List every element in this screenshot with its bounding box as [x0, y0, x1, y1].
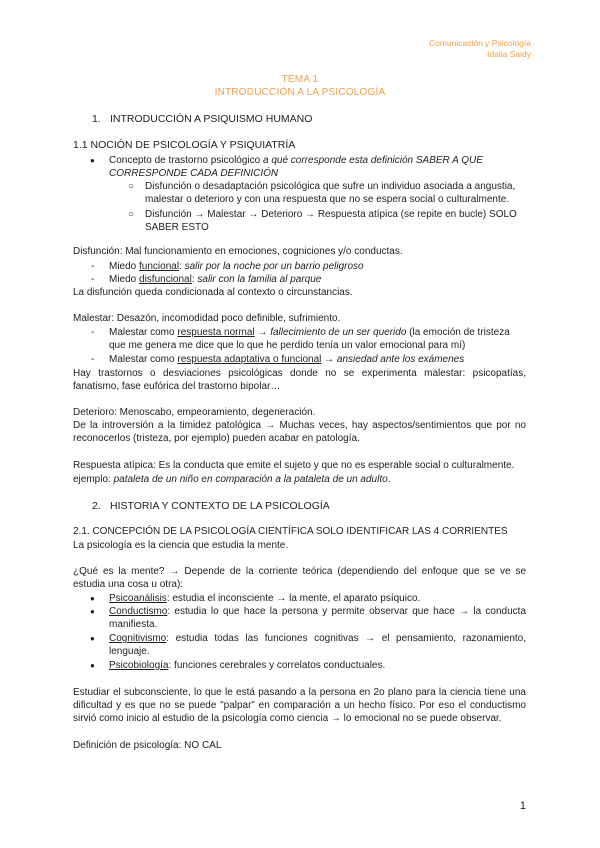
- subconsciente-paragraph: Estudiar el subconsciente, lo que le está pasando a la persona en 2o plano para la ciencia tiene una: [73, 687, 526, 698]
- sub-bullet-definicion-line2: malestar o deterioro y con una respuesta que no se espera social o culturalmente.: [145, 194, 510, 205]
- section-1-heading: INTRODUCCIÓN A PSIQUISMO HUMANO: [110, 113, 313, 125]
- definicion-psicologia: Definición de psicología: NO CAL: [73, 740, 222, 751]
- psicologia-definition: La psicología es la ciencia que estudia la mente.: [73, 540, 289, 551]
- malestar-normal-line2: que me genera me dice que lo que he perdido tenía un valor emocional para mí): [109, 340, 466, 351]
- malestar-adaptativa: Malestar como respuesta adaptativa o funcional → ansiedad ante los exámenes: [109, 354, 465, 365]
- bullet-trastorno-line2: CORRESPONDE CADA DEFINICIÓN: [109, 168, 279, 179]
- dash-bullet: -: [91, 327, 95, 338]
- sub-bullet-ciclo-line2: SABER ESTO: [145, 222, 209, 233]
- corriente-conductismo-line2: manifiesta.: [109, 619, 158, 630]
- deterioro-example-line2: reconocerlos (tristeza, por ejemplo) pueden acabar en patología.: [73, 433, 360, 444]
- malestar-note: Hay trastornos o desviaciones psicológicas donde no se experimenta malestar: psicopatías,: [73, 368, 526, 379]
- respuesta-definition: Respuesta atípica: Es la conducta que emite el sujeto y que no es esperable social o culturalmente.: [73, 460, 515, 471]
- bullet-icon: ●: [90, 156, 95, 165]
- bullet-icon: ●: [90, 607, 95, 616]
- bullet-icon: ●: [90, 661, 95, 670]
- page-number: 1: [519, 800, 526, 812]
- dash-bullet: -: [91, 261, 95, 272]
- section-2-heading: HISTORIA Y CONTEXTO DE LA PSICOLOGÍA: [110, 500, 330, 512]
- corriente-psicobiologia: Psicobiología: funciones cerebrales y correlatos conductuales.: [109, 660, 386, 671]
- corriente-conductismo: Conductismo: estudia lo que hace la persona y permite observar que hace → la conducta: [109, 606, 526, 617]
- bullet-icon: ●: [90, 634, 95, 643]
- disfuncion-definition: Disfunción: Mal funcionamiento en emociones, cogniciones y/o conductas.: [73, 246, 403, 257]
- sub-bullet-ciclo: Disfunción → Malestar → Deterioro → Respuesta atípica (se repite en bucle) SOLO: [145, 209, 517, 220]
- sub-bullet-definicion: Disfunción o desadaptación psicológica que sufre un individuo asociada a angustia,: [145, 181, 516, 192]
- deterioro-definition: Deterioro: Menoscabo, empeoramiento, degeneración.: [73, 407, 316, 418]
- topic-title: INTRODUCCIÓN A LA PSICOLOGÍA: [214, 87, 386, 98]
- bullet-icon: ●: [90, 594, 95, 603]
- subsection-2-1-heading: 2.1. CONCEPCIÓN DE LA PSICOLOGÍA CIENTÍFICA SOLO IDENTIFICAR LAS 4 CORRIENTES: [73, 526, 508, 537]
- disfuncion-example-disfuncional: Miedo disfuncional: salir con la familia al parque: [109, 274, 322, 285]
- corriente-cognitivismo-line2: lenguaje.: [109, 646, 150, 657]
- mente-question: ¿Qué es la mente? → Depende de la corriente teórica (dependiendo del enfoque que se ve se: [73, 566, 526, 577]
- header-author: Idalia Saidy: [487, 49, 531, 59]
- deterioro-example: De la introversión a la timidez patológica → Muchas veces, hay aspectos/sentimientos que por no: [73, 420, 526, 431]
- section-1-number: 1.: [92, 113, 101, 125]
- topic-number: TEMA 1: [281, 74, 319, 85]
- subconsciente-paragraph-line3: sirvió como inicio al estudio de la psicología como ciencia → lo emocional no se puede observar.: [73, 713, 502, 724]
- corriente-psicoanalisis: Psicoanálisis: estudia el inconsciente → la mente, el aparato psíquico.: [109, 593, 421, 604]
- malestar-note-line2: fanatismo, fase eufórica del trastorno bipolar…: [73, 381, 281, 392]
- subconsciente-paragraph-line2: dificultad y es que no se puede "palpar" en comparación a un hecho físico. Por eso el conductismo: [73, 700, 526, 711]
- circle-bullet-icon: ○: [128, 209, 135, 220]
- mente-question-line2: estudia una cosa u otra):: [73, 579, 184, 590]
- disfuncion-example-funcional: Miedo funcional: salir por la noche por un barrio peligroso: [109, 261, 364, 272]
- corriente-cognitivismo: Cognitivismo: estudia todas las funciones cognitivas → el pensamiento, razonamiento,: [109, 633, 526, 644]
- respuesta-example: ejemplo: pataleta de un niño en comparación a la pataleta de un adulto.: [73, 474, 391, 485]
- section-2-number: 2.: [92, 500, 101, 512]
- circle-bullet-icon: ○: [128, 181, 135, 192]
- header-course: Comunicación y Psicología: [428, 38, 531, 48]
- malestar-normal: Malestar como respuesta normal → fallecimiento de un ser querido (la emoción de tristeza: [109, 327, 510, 338]
- malestar-definition: Malestar: Desazón, incomodidad poco definible, sufrimiento.: [73, 313, 341, 324]
- disfuncion-conclusion: La disfunción queda condicionada al contexto o circunstancias.: [73, 287, 353, 298]
- dash-bullet: -: [91, 354, 95, 365]
- bullet-trastorno: Concepto de trastorno psicológico a qué corresponde esta definición SABER A QUE: [109, 155, 483, 166]
- dash-bullet: -: [91, 274, 95, 285]
- subsection-1-1-heading: 1.1 NOCIÓN DE PSICOLOGÍA Y PSIQUIATRÍA: [73, 139, 296, 151]
